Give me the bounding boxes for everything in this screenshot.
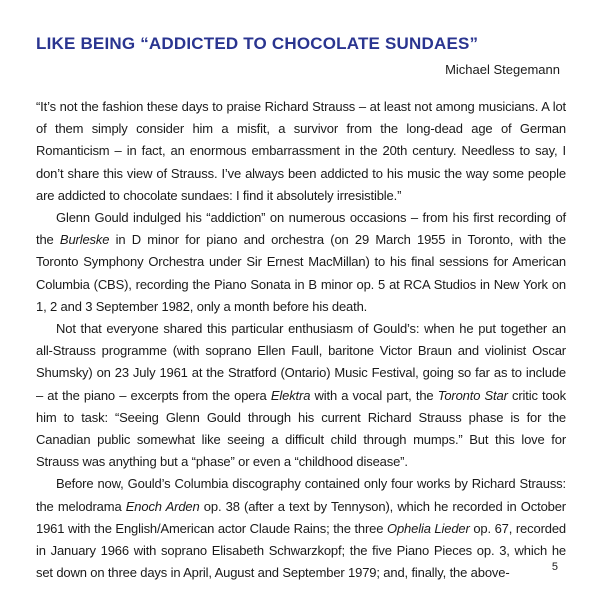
author-name: Michael Stegemann — [445, 62, 560, 77]
italic-title-text: Elektra — [270, 387, 311, 403]
paragraph-text: critic took him to task: “Seeing Glenn Gould through his current Richard Strauss phase is for the Canadian public somewhat like seeing a difficult child through mumps.” But this love for Strauss was anything but a “phase” or even a “childhood disease”. — [36, 387, 566, 470]
paragraph-text: in D minor for piano and orchestra (on 29 March 1955 in Toronto, with the Toronto Symphony Orchestra under Sir Ernest MacMillan) to his final sessions for American Columbia (CBS), recording the Piano Sonata in B minor op. 5 at RCA Studios in New York on 1, 2 and 3 September 1982, only a month before his death. — [36, 232, 566, 314]
paragraph-text: Not that everyone shared this particular enthusiasm of Gould’s: when he put together an all-Strauss programme (with soprano Ellen Faull, baritone Victor Braun and violinist Oscar Shumsky) on 23 July 1961 at the Stratford (Ontario) Music Festival, going so far as to include – at the piano – excerpts from the opera — [36, 321, 566, 403]
paragraph-text: op. 38 (after a text by Tennyson), which he recorded in October 1961 with the English/American actor Claude Rains; the three — [36, 498, 566, 536]
italic-title-text: Ophelia Lieder — [387, 520, 470, 536]
paragraph-1 — [36, 96, 566, 207]
italic-title-text: Enoch Arden — [125, 498, 200, 514]
paragraph-4 — [36, 473, 566, 584]
paragraph-text: “It’s not the fashion these days to praise Richard Strauss – at least not among musicians. A lot of them simply consider him a misfit, a survivor from the long-dead age of German Romanticism – in fact, an enormous embarrassment in the 20th century. Needless to say, I don’t share this view of Strauss. I’ve always been addicted to his music the way some people are addicted to chocolate sundaes: I find it absolutely irresistible.” — [36, 99, 566, 203]
paragraph-text: Before now, Gould’s Columbia discography contained only four works by Richard Strauss: the melodrama — [36, 476, 566, 514]
paragraph-text: with a vocal part, the — [310, 387, 438, 403]
paragraph-text: Glenn Gould indulged his “addiction” on numerous occasions – from his first recording of the — [36, 210, 566, 248]
italic-title-text: Burleske — [59, 232, 110, 248]
article-title: LIKE BEING “ADDICTED TO CHOCOLATE SUNDAES” — [36, 34, 479, 53]
page-number: 5 — [551, 561, 558, 573]
italic-title-text: Toronto Star — [437, 387, 508, 403]
article-body — [36, 96, 566, 584]
paragraph-2 — [36, 207, 566, 318]
paragraph-text: op. 67, recorded in January 1966 with soprano Elisabeth Schwarzkopf; the five Piano Pieces op. 3, which he set down on three days in April, August and September 1979; and, finally, the above- — [36, 520, 566, 581]
paragraph-3 — [36, 318, 566, 473]
